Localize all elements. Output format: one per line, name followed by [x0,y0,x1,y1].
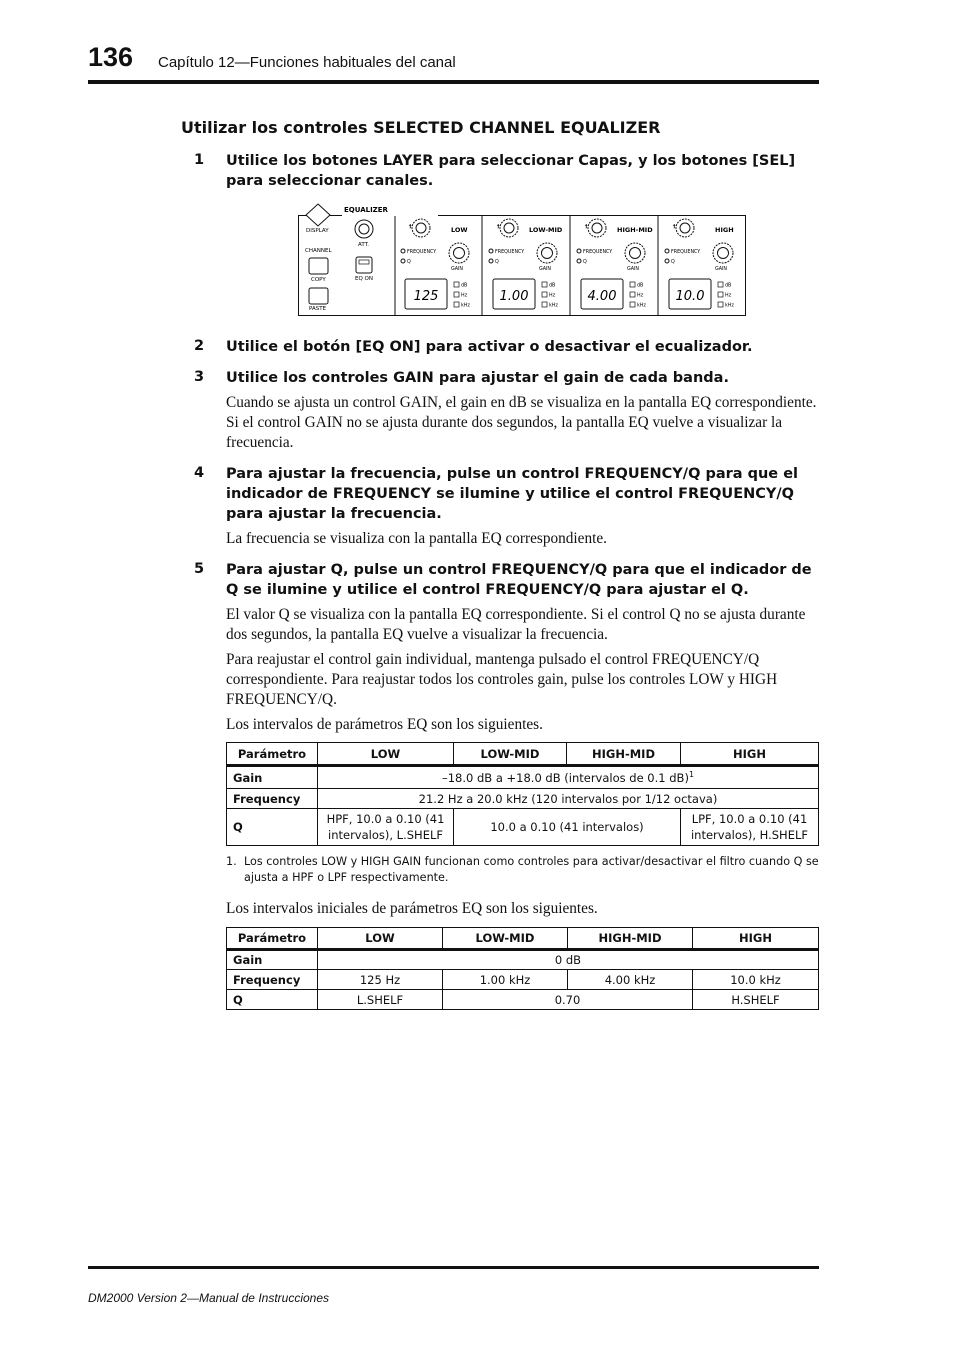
svg-text:Hz: Hz [725,293,732,299]
table-header: HIGH-MID [567,743,681,766]
table-cell: LPF, 10.0 a 0.10 (41 intervalos), H.SHELF [681,809,819,846]
step-text: Utilice los botones LAYER para seleccionar Capas, y los botones [SEL] para seleccionar canales. [226,153,796,189]
footer-rule [88,1266,819,1269]
step-text: Utilice el botón [EQ ON] para activar o desactivar el ecualizador. [226,339,753,355]
header-rule [88,80,819,84]
paragraph: La frecuencia se visualiza con la pantalla EQ correspondiente. [226,530,607,547]
svg-text:†: † [409,224,412,230]
svg-text:Hz: Hz [549,293,556,299]
channel-label: CHANNEL [305,248,332,254]
paste-label: PASTE [309,306,327,312]
footer-text: DM2000 Version 2—Manual de Instrucciones [88,1291,330,1305]
table-cell: 10.0 a 0.10 (41 intervalos) [454,809,681,846]
paragraph: Los intervalos iniciales de parámetros EQ son los siguientes. [226,900,598,917]
table-cell: H.SHELF [693,990,819,1010]
paragraph: Para reajustar el control gain individual, mantenga pulsado el control FREQUENCY/Q correspondiente. Para reajustar todos los controles gain, pulse los controles LOW y HIGH FREQUENCY/Q. [226,651,778,708]
copy-button[interactable] [309,258,328,274]
svg-text:FREQUENCY: FREQUENCY [583,250,613,255]
eq-display-value: 4.00 [587,289,617,304]
table-header: HIGH-MID [568,928,693,950]
step-number: 5 [194,561,205,577]
table-row [227,766,819,789]
eq-initial-values-table [226,927,819,1010]
svg-text:FREQUENCY: FREQUENCY [495,250,525,255]
table-row [227,789,819,809]
chapter-title: Capítulo 12—Funciones habituales del canal [158,54,456,71]
svg-text:dB: dB [725,283,732,289]
paragraph: Los intervalos de parámetros EQ son los siguientes. [226,716,543,733]
band-name: HIGH [715,226,734,234]
svg-text:Q: Q [583,260,587,265]
step-number: 4 [194,465,205,481]
table-cell: 1.00 kHz [443,970,568,990]
step-text: Para ajustar Q, pulse un control FREQUENCY/Q para que el indicador de Q se ilumine y utilice el control FREQUENCY/Q para ajustar el Q. [226,562,812,598]
table-cell: 21.2 Hz a 20.0 kHz (120 intervalos por 1/12 octava) [318,789,819,809]
table-cell: 0 dB [318,950,819,970]
svg-text:kHz: kHz [549,303,558,309]
paragraph: El valor Q se visualiza con la pantalla EQ correspondiente. Si el control Q no se ajusta durante dos segundos, la pantalla EQ vuelve a visualizar la frecuencia. [226,606,806,643]
footnote-marker: 1 [688,770,695,780]
table-cell: –18.0 dB a +18.0 dB (intervalos de 0.1 dB)$^1$ [318,766,819,789]
table-header: HIGH [693,928,819,950]
step-number: 3 [194,369,205,385]
table-row [227,950,819,970]
eq-display-value: 125 [413,289,439,304]
table-header: Parámetro [227,928,318,950]
svg-text:†: † [497,224,500,230]
svg-text:FREQUENCY: FREQUENCY [671,250,701,255]
paste-button[interactable] [309,288,328,304]
row-label: Q [227,809,318,846]
equalizer-title: EQUALIZER [344,206,388,214]
svg-text:Hz: Hz [461,293,468,299]
table-row [227,970,819,990]
step-number: 1 [194,152,205,168]
table-header: LOW-MID [454,743,567,766]
row-label: Gain [227,766,318,789]
svg-text:GAIN: GAIN [715,267,728,272]
eq-ranges-table [226,742,819,846]
row-label: Gain [227,950,318,970]
eq-display-value: 1.00 [499,289,529,304]
att-label: ATT. [358,242,370,248]
table-header: HIGH [681,743,819,766]
table-header: LOW [318,743,454,766]
table-cell: L.SHELF [318,990,443,1010]
svg-text:GAIN: GAIN [539,267,552,272]
table-cell: HPF, 10.0 a 0.10 (41 intervalos), L.SHELF [318,809,454,846]
svg-text:kHz: kHz [637,303,646,309]
copy-label: COPY [311,277,326,283]
svg-text:GAIN: GAIN [627,267,640,272]
svg-text:dB: dB [637,283,644,289]
eq-display-value: 10.0 [675,289,705,304]
svg-text:†: † [585,224,588,230]
svg-text:Hz: Hz [637,293,644,299]
table-header: LOW-MID [443,928,568,950]
table-cell: 10.0 kHz [693,970,819,990]
svg-text:†: † [673,224,676,230]
table-row [227,809,819,846]
eq-on-button[interactable] [356,257,372,273]
footnote-text: Los controles LOW y HIGH GAIN funcionan como controles para activar/desactivar el filtro cuando Q se ajusta a HPF o LPF respectivamente. [244,855,819,884]
table-row [227,990,819,1010]
table-cell: 0.70 [443,990,693,1010]
table-cell: 125 Hz [318,970,443,990]
footnote-number: 1. [226,855,237,868]
svg-text:FREQUENCY: FREQUENCY [407,250,437,255]
section-title: Utilizar los controles SELECTED CHANNEL EQUALIZER [181,118,661,137]
page-number: 136 [88,42,134,72]
svg-text:Q: Q [671,260,675,265]
row-label: Frequency [227,789,318,809]
equalizer-panel-illustration [298,202,746,316]
svg-text:kHz: kHz [725,303,734,309]
step-text: Para ajustar la frecuencia, pulse un control FREQUENCY/Q para que el indicador de FREQUENCY se ilumine y utilice el control FREQUENCY/Q para ajustar la frecuencia. [226,466,798,522]
table-header: Parámetro [227,743,318,766]
paragraph: Cuando se ajusta un control GAIN, el gain en dB se visualiza en la pantalla EQ correspondiente. Si el control GAIN no se ajusta durante dos segundos, la pantalla EQ vuelve a visualizar la frecuencia. [226,394,817,451]
band-name: LOW [451,226,468,234]
band-name: HIGH-MID [617,226,653,234]
table-header: LOW [318,928,443,950]
svg-text:dB: dB [549,283,556,289]
svg-text:GAIN: GAIN [451,267,464,272]
svg-text:Q: Q [407,260,411,265]
step-number: 2 [194,338,205,354]
svg-text:kHz: kHz [461,303,470,309]
band-name: LOW-MID [529,226,563,234]
row-label: Frequency [227,970,318,990]
step-text: Utilice los controles GAIN para ajustar el gain de cada banda. [226,370,729,386]
row-label: Q [227,990,318,1010]
svg-text:Q: Q [495,260,499,265]
table-cell: 4.00 kHz [568,970,693,990]
display-label: DISPLAY [306,228,329,234]
svg-text:dB: dB [461,283,468,289]
eq-on-label: EQ ON [355,276,373,282]
